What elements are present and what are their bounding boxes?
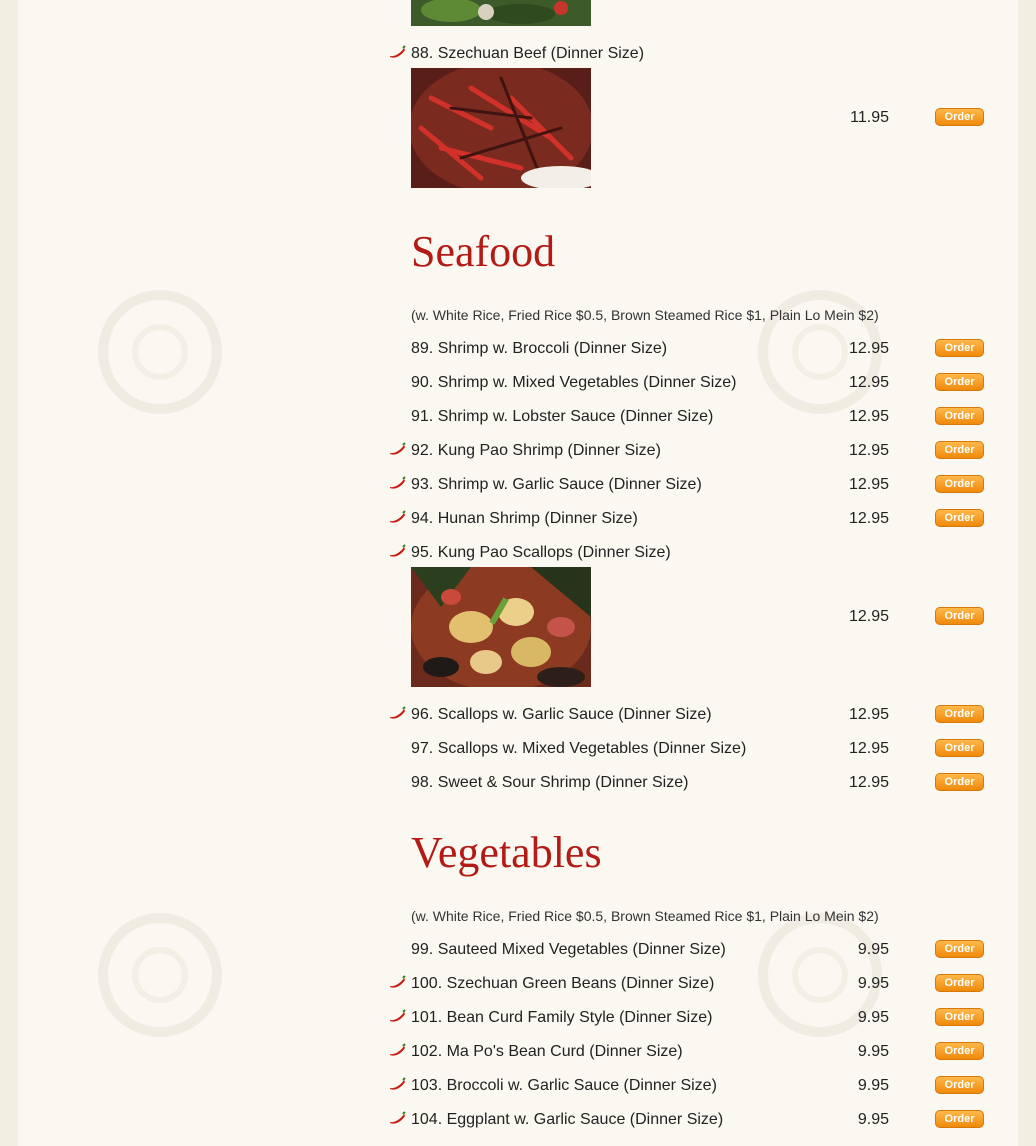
order-button[interactable]: Order	[935, 705, 984, 723]
menu-item-96: 96. Scallops w. Garlic Sauce (Dinner Size)	[411, 706, 712, 723]
price-89: 12.95	[848, 340, 889, 357]
chili-pepper-icon	[388, 476, 406, 490]
order-button[interactable]: Order	[935, 1008, 984, 1026]
section-title-seafood: Seafood	[411, 227, 556, 276]
price-100: 9.95	[857, 975, 889, 992]
menu-item-88: 88. Szechuan Beef (Dinner Size)	[411, 45, 645, 62]
menu-page	[18, 0, 1018, 1146]
kung-pao-scallops-photo	[411, 567, 591, 687]
menu-item-98: 98. Sweet & Sour Shrimp (Dinner Size)	[411, 774, 689, 791]
chili-pepper-icon	[388, 1043, 406, 1057]
price-93: 12.95	[848, 476, 889, 493]
section-note-seafood: (w. White Rice, Fried Rice $0.5, Brown Steamed Rice $1, Plain Lo Mein $2)	[411, 307, 879, 323]
order-button[interactable]: Order	[935, 509, 984, 527]
chili-pepper-icon	[388, 442, 406, 456]
order-button[interactable]: Order	[935, 475, 984, 493]
price-96: 12.95	[848, 706, 889, 723]
chili-pepper-icon	[388, 1077, 406, 1091]
section-title-vegetables: Vegetables	[411, 828, 602, 877]
menu-item-101: 101. Bean Curd Family Style (Dinner Size)	[411, 1009, 713, 1026]
order-button[interactable]: Order	[935, 1110, 984, 1128]
order-button[interactable]: Order	[935, 108, 984, 126]
order-button[interactable]: Order	[935, 773, 984, 791]
order-button[interactable]: Order	[935, 407, 984, 425]
price-97: 12.95	[848, 740, 889, 757]
price-98: 12.95	[848, 774, 889, 791]
menu-item-97: 97. Scallops w. Mixed Vegetables (Dinner Size)	[411, 740, 747, 757]
price-90: 12.95	[848, 374, 889, 391]
order-button[interactable]: Order	[935, 974, 984, 992]
menu-item-93: 93. Shrimp w. Garlic Sauce (Dinner Size)	[411, 476, 702, 493]
order-button[interactable]: Order	[935, 607, 984, 625]
menu-item-104: 104. Eggplant w. Garlic Sauce (Dinner Size)	[411, 1111, 724, 1128]
menu-item-102: 102. Ma Po's Bean Curd (Dinner Size)	[411, 1043, 683, 1060]
price-94: 12.95	[848, 510, 889, 527]
menu-item-103: 103. Broccoli w. Garlic Sauce (Dinner Size)	[411, 1077, 717, 1094]
watermark-medallion	[98, 290, 222, 414]
szechuan-beef-photo	[411, 68, 591, 188]
price-95: 12.95	[848, 608, 889, 625]
menu-item-90: 90. Shrimp w. Mixed Vegetables (Dinner Size)	[411, 374, 737, 391]
price-99: 9.95	[857, 941, 889, 958]
menu-item-100: 100. Szechuan Green Beans (Dinner Size)	[411, 975, 715, 992]
price-92: 12.95	[848, 442, 889, 459]
chili-pepper-icon	[388, 510, 406, 524]
order-button[interactable]: Order	[935, 373, 984, 391]
chili-pepper-icon	[388, 544, 406, 558]
price-104: 9.95	[857, 1111, 889, 1128]
watermark-medallion	[98, 913, 222, 1037]
price-88: 11.95	[850, 109, 889, 126]
menu-item-91: 91. Shrimp w. Lobster Sauce (Dinner Size)	[411, 408, 714, 425]
order-button[interactable]: Order	[935, 339, 984, 357]
chili-pepper-icon	[388, 1009, 406, 1023]
section-note-vegetables: (w. White Rice, Fried Rice $0.5, Brown Steamed Rice $1, Plain Lo Mein $2)	[411, 908, 879, 924]
menu-item-94: 94. Hunan Shrimp (Dinner Size)	[411, 510, 638, 527]
chili-pepper-icon	[388, 706, 406, 720]
order-button[interactable]: Order	[935, 940, 984, 958]
menu-item-99: 99. Sauteed Mixed Vegetables (Dinner Size)	[411, 941, 726, 958]
previous-dish-photo	[411, 0, 591, 26]
chili-pepper-icon	[388, 45, 406, 59]
price-103: 9.95	[857, 1077, 889, 1094]
menu-item-89: 89. Shrimp w. Broccoli (Dinner Size)	[411, 340, 668, 357]
order-button[interactable]: Order	[935, 441, 984, 459]
menu-item-92: 92. Kung Pao Shrimp (Dinner Size)	[411, 442, 661, 459]
price-101: 9.95	[857, 1009, 889, 1026]
order-button[interactable]: Order	[935, 1042, 984, 1060]
order-button[interactable]: Order	[935, 739, 984, 757]
chili-pepper-icon	[388, 1111, 406, 1125]
menu-item-95: 95. Kung Pao Scallops (Dinner Size)	[411, 544, 671, 561]
order-button[interactable]: Order	[935, 1076, 984, 1094]
price-102: 9.95	[857, 1043, 889, 1060]
chili-pepper-icon	[388, 975, 406, 989]
price-91: 12.95	[848, 408, 889, 425]
